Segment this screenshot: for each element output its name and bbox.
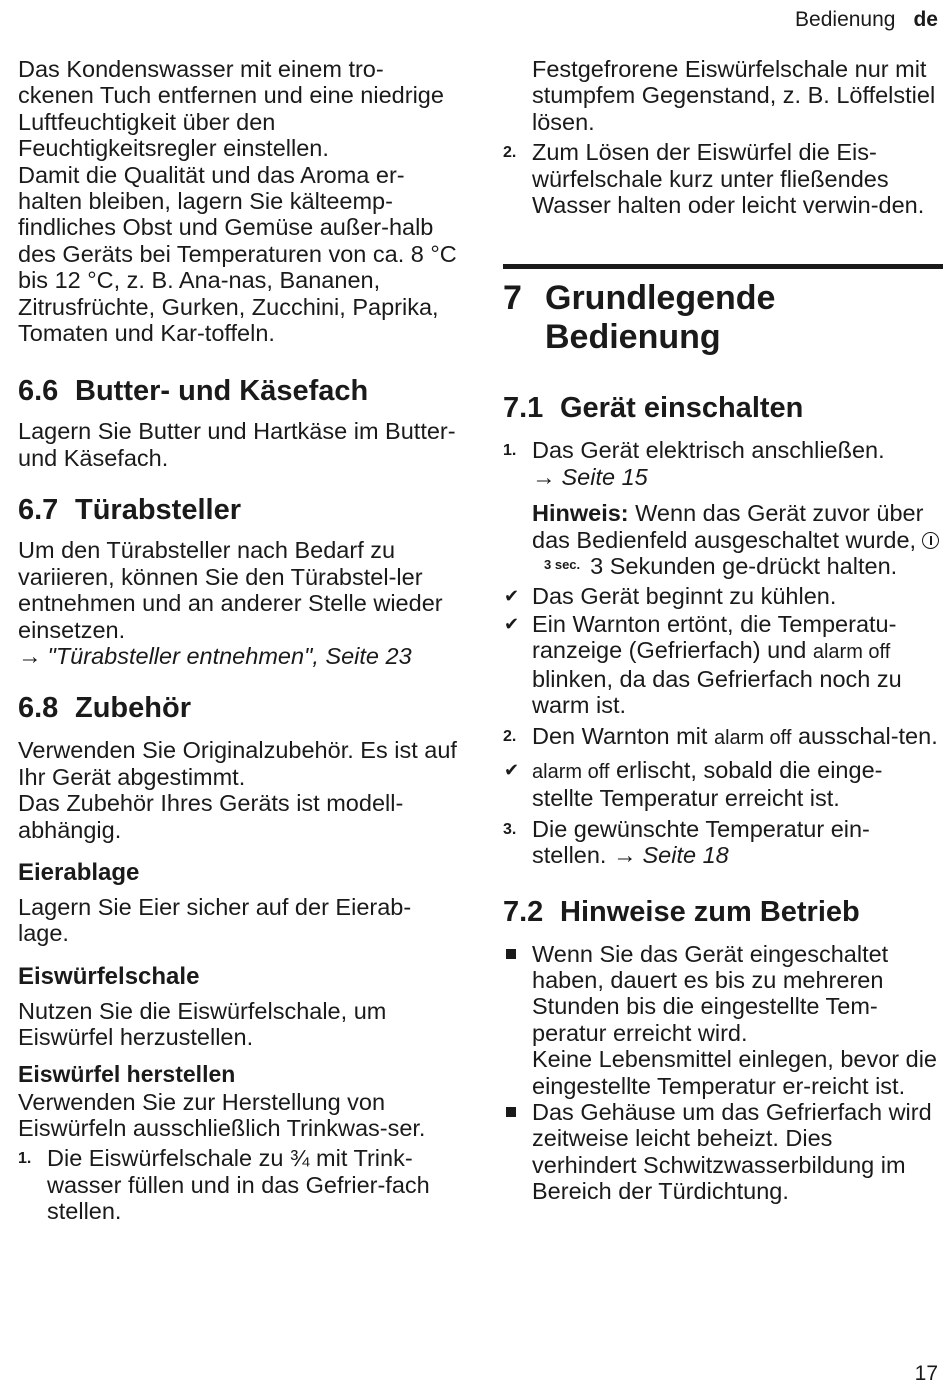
cross-reference-text: Seite 18 xyxy=(642,842,729,869)
heading-6-7 xyxy=(18,493,458,527)
result-text: Das Gerät beginnt zu kühlen. xyxy=(532,583,837,610)
heading-title: Butter- und Käsefach xyxy=(75,375,369,408)
heading-7-2 xyxy=(503,895,943,929)
step-text: Die Eiswürfelschale zu ¾ mit Trink-wasser füllen und in das Gefrier-fach stellen. xyxy=(47,1145,430,1225)
cross-reference[interactable] xyxy=(532,464,943,490)
check-icon: ✔ xyxy=(504,586,520,607)
subheading-eiswuerfel-herstellen: Eiswürfel herstellen xyxy=(18,1060,236,1087)
arrow-right-icon: → xyxy=(532,463,556,490)
chapter-title-line-2: Bedienung xyxy=(545,318,721,357)
list-item xyxy=(503,56,943,135)
header-lang: de xyxy=(913,8,938,31)
heading-title: Gerät einschalten xyxy=(560,392,804,425)
heading-title: Hinweise zum Betrieb xyxy=(560,895,860,928)
paragraph-eierablage: Lagern Sie Eier sicher auf der Eierab-lage. xyxy=(18,893,412,947)
cross-reference-text: "Türabsteller entnehmen", Seite 23 xyxy=(47,642,412,669)
note-text: Wenn das Gerät zuvor über das Bedienfeld ausgeschaltet wurde, xyxy=(532,500,924,553)
subheading-eiswuerfelschale: Eiswürfelschale xyxy=(18,962,200,990)
heading-6-8 xyxy=(18,691,458,725)
step-number: 2. xyxy=(503,144,517,162)
paragraph-6-8-a: Verwenden Sie Originalzubehör. Es ist auf Ihr Gerät abgestimmt. xyxy=(18,737,457,790)
heading-number: 6.8 xyxy=(18,692,59,725)
step-number: 3. xyxy=(503,820,517,838)
left-column xyxy=(18,56,458,1225)
step-text xyxy=(532,723,943,751)
result-item xyxy=(503,757,943,812)
cross-reference-text: Seite 15 xyxy=(561,463,648,490)
heading-number: 6.6 xyxy=(18,375,59,408)
step-number: 1. xyxy=(18,1150,32,1168)
result-text-part: erlischt, sobald die einge-stellte Temperatur erreicht ist. xyxy=(532,756,883,812)
note-label: Hinweis: xyxy=(532,500,629,527)
bullet-text: Das Gehäuse um das Gefrierfach wird zeitweise leicht beheizt. Dies verhindert Schwitzwasserbildung im Bereich der Türdichtung. xyxy=(532,1098,932,1205)
result-text xyxy=(532,757,943,812)
heading-number: 7.2 xyxy=(503,895,544,928)
heading-6-6 xyxy=(18,374,458,408)
result-text xyxy=(532,611,943,719)
heading-title: Türabsteller xyxy=(75,494,241,527)
result-text-part: Ein Warnton ertönt, die Temperatu-ranzeige (Gefrierfach) und xyxy=(532,610,897,664)
alarm-off-label: alarm off xyxy=(812,641,891,664)
check-icon: ✔ xyxy=(504,613,520,634)
chapter-rule xyxy=(503,264,943,269)
page-number: 17 xyxy=(914,1362,938,1385)
header-section: Bedienung xyxy=(795,8,896,31)
arrow-right-icon: → xyxy=(613,842,637,869)
list-item xyxy=(503,139,943,218)
step-text xyxy=(532,816,943,869)
heading-number: 6.7 xyxy=(18,494,59,527)
square-bullet-icon xyxy=(506,949,516,959)
cross-reference[interactable] xyxy=(613,842,729,868)
bullet-text-2: Keine Lebensmittel einlegen, bevor die eingestellte Temperatur er-reicht ist. xyxy=(532,1046,937,1099)
step-text: Das Gerät elektrisch anschließen. xyxy=(532,437,885,464)
heading-title: Zubehör xyxy=(75,692,191,725)
step-continuation: Festgefrorene Eiswürfelschale nur mit stumpfem Gegenstand, z. B. Löffelstiel lösen. xyxy=(532,56,936,135)
chapter-title-line-1: Grundlegende xyxy=(545,279,776,318)
paragraph-eiswuerfelschale: Nutzen Sie die Eiswürfelschale, um Eiswürfel herzustellen. xyxy=(18,997,387,1051)
step-text: Zum Lösen der Eiswürfel die Eis-würfelschale kurz unter fließendes Wasser halten oder leicht verwin-den. xyxy=(532,139,925,219)
heading-7-1 xyxy=(503,391,943,425)
intro-paragraph-2: Damit die Qualität und das Aroma er-halten bleiben, lagern Sie kälteemp-findliches Obst und Gemüse außer-halb des Geräts bei Temperaturen von ca. 8 °C bis 12 °C, z. B. Ana-nas, Bananen, Zitrusfrüchte, Gurken, Zucchini, Paprika, Tomaten und Kar-toffeln. xyxy=(18,161,457,347)
step-text-part: Den Warnton mit xyxy=(532,722,708,749)
bullet-item xyxy=(503,941,943,1099)
running-header xyxy=(795,8,938,32)
power-icon xyxy=(922,532,939,549)
list-item xyxy=(503,723,943,751)
alarm-off-label: alarm off xyxy=(532,760,610,783)
paragraph-eiswuerfel-herstellen: Verwenden Sie zur Herstellung von Eiswürfeln ausschließlich Trinkwas-ser. xyxy=(18,1088,426,1141)
press-duration: 3 sec. xyxy=(544,557,581,573)
intro-paragraph: Das Kondenswasser mit einem tro-ckenen Tuch entfernen und eine niedrige Luftfeuchtigkeit über den Feuchtigkeitsregler einstellen. xyxy=(18,56,444,162)
list-item xyxy=(503,816,943,869)
step-number: 2. xyxy=(503,727,517,745)
result-item xyxy=(503,583,943,609)
step-text-part: Die gewünschte Temperatur ein-stellen. xyxy=(532,815,870,869)
list-item xyxy=(18,1145,458,1224)
result-text-part-2: blinken, da das Gefrierfach noch zu warm ist. xyxy=(532,665,902,719)
note xyxy=(532,500,943,583)
paragraph-6-8-b: Das Zubehör Ihres Geräts ist modell-abhängig. xyxy=(18,790,404,843)
paragraph-6-7: Um den Türabsteller nach Bedarf zu variieren, können Sie den Türabstel-ler entnehmen und an anderer Stelle wieder einsetzen. xyxy=(18,537,443,643)
note-text-2: 3 Sekunden ge-drückt halten. xyxy=(590,553,898,580)
chapter-number: 7 xyxy=(503,279,522,318)
heading-number: 7.1 xyxy=(503,392,544,425)
cross-reference[interactable] xyxy=(18,643,458,669)
bullet-text: Wenn Sie das Gerät eingeschaltet haben, dauert es bis zu mehreren Stunden bis die eingestellte Tem-peratur erreicht wird. xyxy=(532,940,889,1046)
step-number: 1. xyxy=(503,442,517,460)
result-item xyxy=(503,611,943,719)
paragraph-6-6: Lagern Sie Butter und Hartkäse im Butter- und Käsefach. xyxy=(18,418,456,471)
subheading-eierablage: Eierablage xyxy=(18,858,140,886)
right-column xyxy=(503,56,943,1205)
step-text-part-2: ausschal-ten. xyxy=(797,722,938,749)
chapter-7-title xyxy=(503,279,943,357)
bullet-item xyxy=(503,1099,943,1205)
list-item xyxy=(503,437,943,583)
check-icon: ✔ xyxy=(504,759,520,780)
square-bullet-icon xyxy=(506,1107,516,1117)
alarm-off-label: alarm off xyxy=(713,726,792,749)
arrow-right-icon: → xyxy=(18,642,42,669)
